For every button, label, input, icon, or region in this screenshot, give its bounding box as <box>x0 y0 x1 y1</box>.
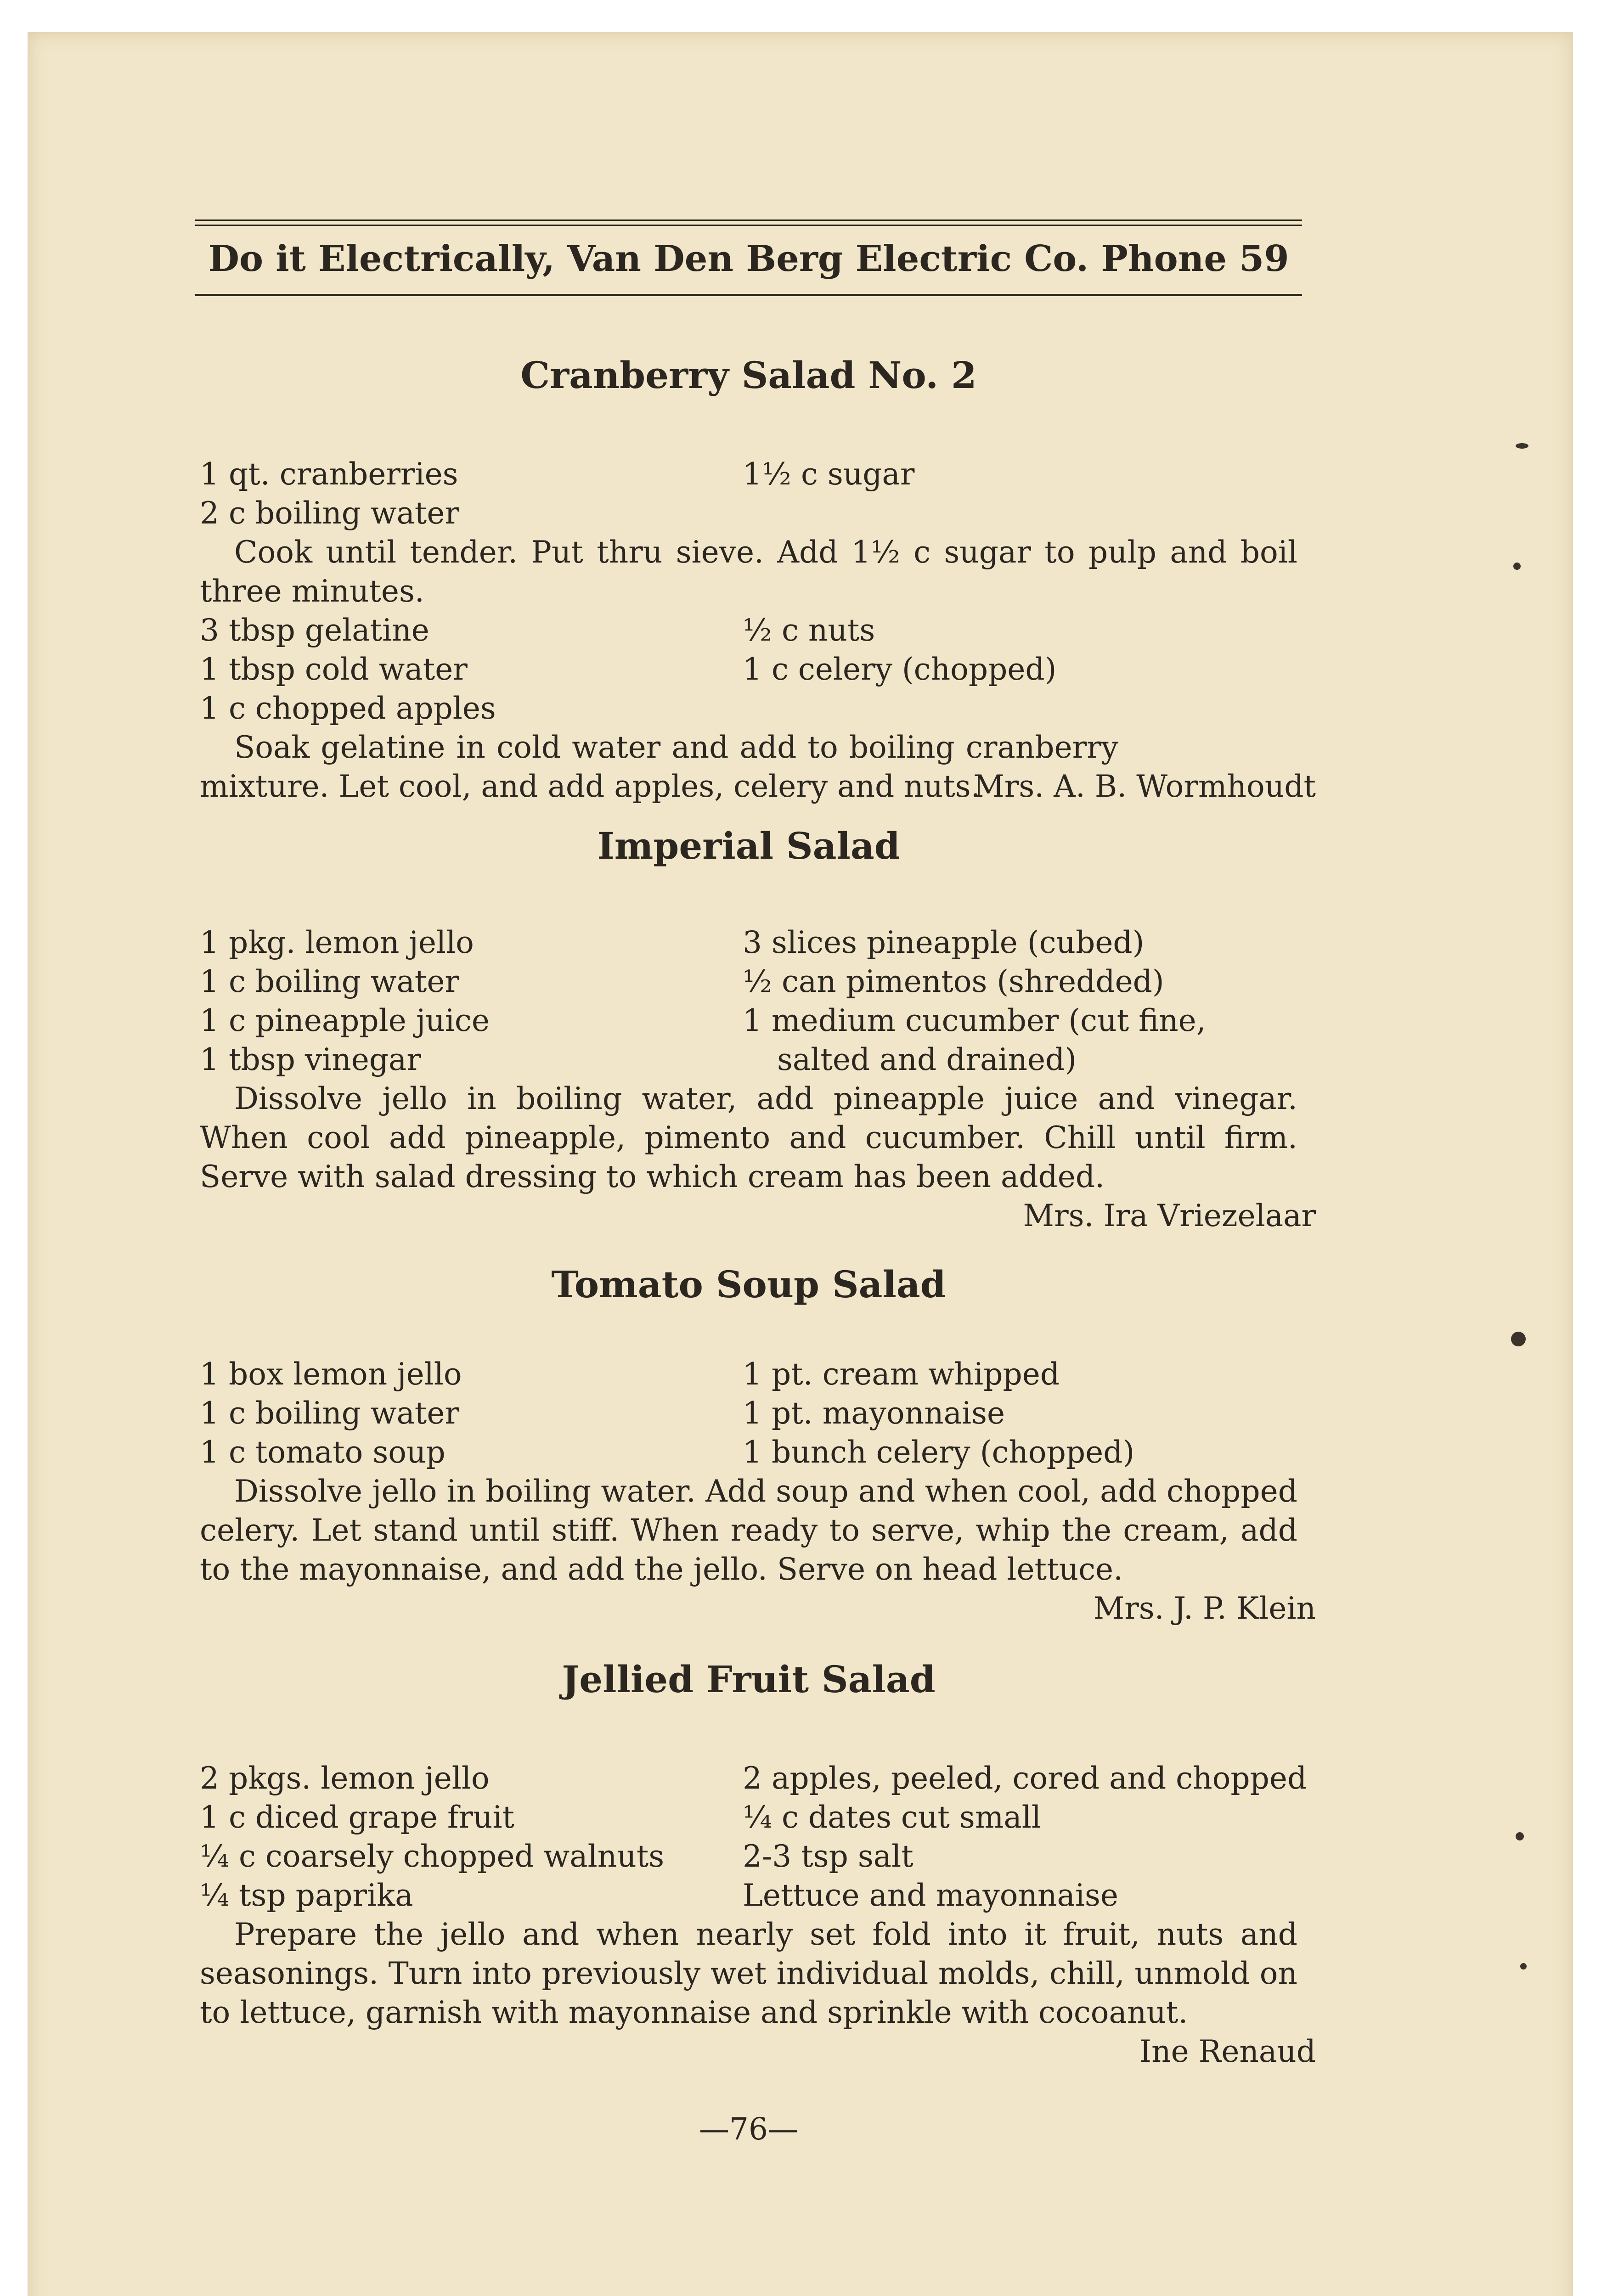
ingredient: 1 tbsp vinegar <box>200 1042 421 1077</box>
cookbook-page <box>28 32 1573 2296</box>
paper-speck <box>1511 1332 1526 1346</box>
ingredients-left <box>200 455 459 533</box>
recipe-title-tomato-soup-salad: Tomato Soup Salad <box>551 1263 946 1306</box>
ingredient: 1 bunch celery (chopped) <box>743 1435 1135 1470</box>
ingredient: 1 c boiling water <box>200 1396 459 1431</box>
ingredient: 1 box lemon jello <box>200 1356 462 1392</box>
recipe-author: Mrs. J. P. Klein <box>1093 1591 1316 1626</box>
paper-speck <box>1516 1832 1524 1840</box>
paper-speck <box>1520 1963 1527 1970</box>
ingredients-right <box>743 1355 1134 1472</box>
recipe-author: Mrs. A. B. Wormhoudt <box>973 769 1316 804</box>
page-number: —76— <box>699 2111 798 2147</box>
ingredients-left <box>200 1355 462 1472</box>
ingredients-left <box>200 611 496 728</box>
recipe-title-jellied-fruit-salad: Jellied Fruit Salad <box>562 1658 936 1701</box>
ingredient: 1 qt. cranberries <box>200 456 458 492</box>
recipe-title-imperial-salad: Imperial Salad <box>597 824 900 867</box>
ingredient: 1 c boiling water <box>200 964 459 999</box>
ingredient: 1 pt. cream whipped <box>743 1356 1060 1392</box>
ingredient: 2 c boiling water <box>200 495 459 531</box>
page-header: Do it Electrically, Van Den Berg Electric Co. Phone 59 <box>208 238 1289 280</box>
recipe-instructions <box>200 533 1297 611</box>
ingredient: ¼ c coarsely chopped walnuts <box>200 1839 665 1874</box>
ingredient: ½ can pimentos (shredded) <box>743 964 1164 999</box>
paper-speck <box>1513 563 1521 570</box>
ingredients-right <box>743 923 1206 1079</box>
recipe-author: Ine Renaud <box>1139 2034 1316 2069</box>
ingredient: Lettuce and mayonnaise <box>743 1878 1118 1913</box>
recipe-instructions <box>200 1472 1297 1589</box>
header-rule-top <box>195 219 1302 226</box>
ingredients-right <box>743 611 1056 689</box>
ingredients-left <box>200 1759 664 1915</box>
ingredient: salted and drained) <box>777 1042 1077 1077</box>
ingredient: 1 tbsp cold water <box>200 652 468 687</box>
instructions-text: Cook until tender. Put thru sieve. Add 1½ c sugar to pulp and boil three minutes. <box>200 535 1297 609</box>
ingredient: ¼ tsp paprika <box>200 1878 413 1913</box>
header-rule-bottom <box>195 294 1302 296</box>
ingredients-right <box>743 1759 1307 1915</box>
paper-speck <box>1516 443 1528 449</box>
recipe-instructions <box>200 1079 1297 1196</box>
ingredient: 1 c celery (chopped) <box>743 652 1057 687</box>
ingredient: 1 pt. mayonnaise <box>743 1396 1005 1431</box>
ingredient: 1½ c sugar <box>743 456 915 492</box>
ingredient: 3 tbsp gelatine <box>200 613 429 648</box>
recipe-author: Mrs. Ira Vriezelaar <box>1023 1198 1316 1233</box>
ingredient: 3 slices pineapple (cubed) <box>743 925 1145 960</box>
recipe-instructions <box>200 1915 1297 2032</box>
ingredient: 1 pkg. lemon jello <box>200 925 474 960</box>
recipe-title-cranberry-salad: Cranberry Salad No. 2 <box>520 354 977 397</box>
instructions-text: Dissolve jello in boiling water, add pineapple juice and vinegar. When cool add pineapple, pimento and cucumber. Chill until firm. Serve with salad dressing to which cream has been added. <box>200 1081 1297 1194</box>
instructions-text: Soak gelatine in cold water and add to boiling cranberry mixture. Let cool, and add apples, celery and nuts. <box>200 730 1118 804</box>
instructions-text: Prepare the jello and when nearly set fold into it fruit, nuts and seasonings. Turn into previously wet individual molds, chill, unmold on to lettuce, garnish with mayonnaise and sprinkle with cocoanut. <box>200 1917 1297 2030</box>
ingredient: 1 c pineapple juice <box>200 1003 490 1038</box>
ingredients-left <box>200 923 490 1079</box>
ingredient: 1 c chopped apples <box>200 691 496 726</box>
ingredient: 1 medium cucumber (cut fine, <box>743 1003 1206 1038</box>
ingredient: 2 pkgs. lemon jello <box>200 1761 490 1796</box>
ingredient: 2-3 tsp salt <box>743 1839 913 1874</box>
instructions-text: Dissolve jello in boiling water. Add soup and when cool, add chopped celery. Let stand until stiff. When ready to serve, whip the cream, add to the mayonnaise, and add the jello. Serve on head lettuce. <box>200 1474 1297 1587</box>
ingredient: 1 c tomato soup <box>200 1435 445 1470</box>
ingredient: ¼ c dates cut small <box>743 1800 1041 1835</box>
ingredient: ½ c nuts <box>743 613 875 648</box>
ingredient: 2 apples, peeled, cored and chopped <box>743 1761 1307 1796</box>
ingredient: 1 c diced grape fruit <box>200 1800 515 1835</box>
ingredients-right <box>743 455 914 494</box>
